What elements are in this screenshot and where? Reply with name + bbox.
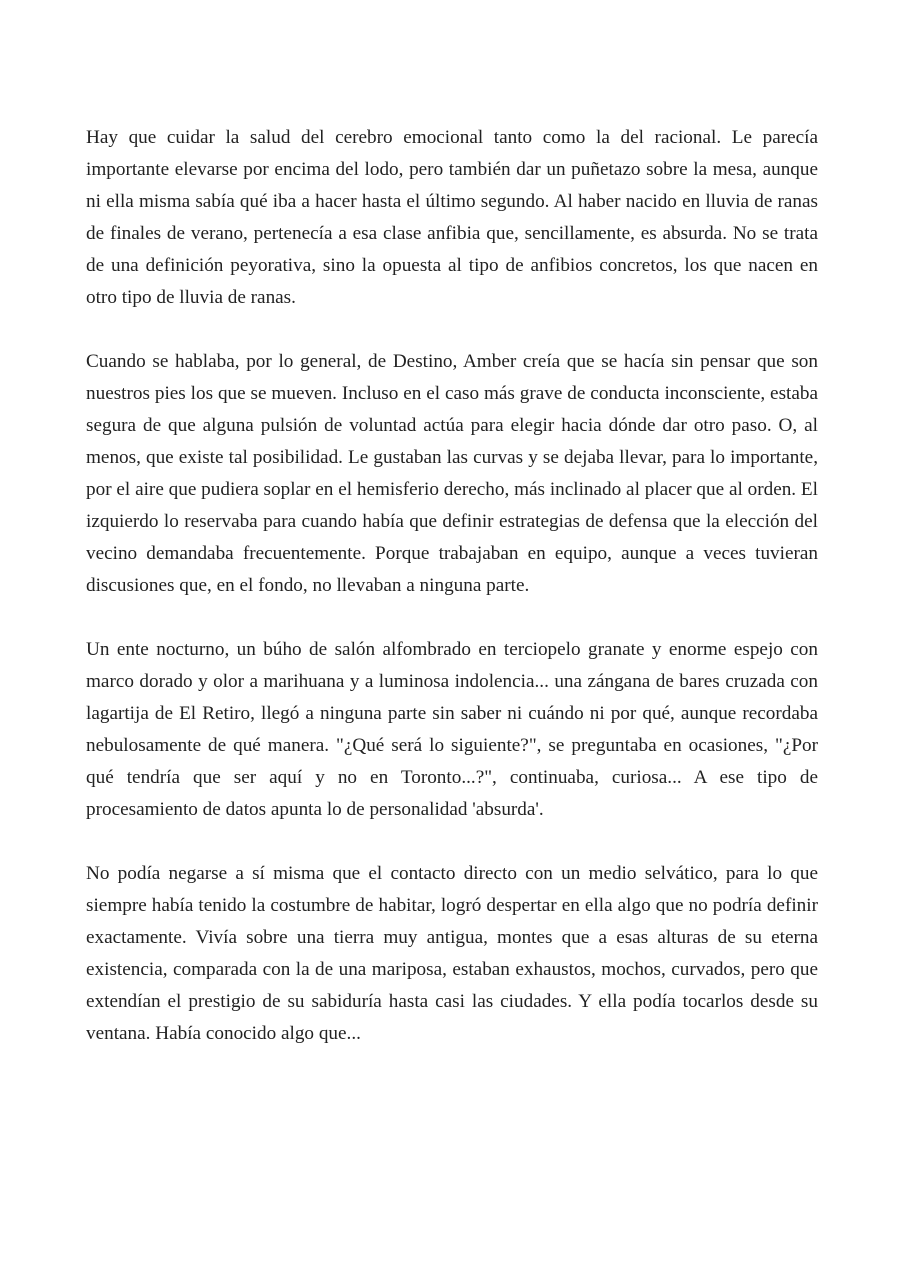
paragraph: Un ente nocturno, un búho de salón alfombrado en terciopelo granate y enorme espejo con marco dorado y olor a marihuana y a luminosa indolencia... una zángana de bares cruzada con lagartija de El Retiro, llegó a ninguna parte sin saber ni cuándo ni por qué, aunque recordaba nebulosamente de qué manera. "¿Qué será lo siguiente?", se preguntaba en ocasiones, "¿Por qué tendría que ser aquí y no en Toronto...?", continuaba, curiosa... A ese tipo de procesamiento de datos apunta lo de personalidad 'absurda'.: [86, 639, 818, 820]
paragraph: Cuando se hablaba, por lo general, de Destino, Amber creía que se hacía sin pensar que son nuestros pies los que se mueven. Incluso en el caso más grave de conducta inconsciente, estaba segura de que alguna pulsión de voluntad actúa para elegir hacia dónde dar otro paso. O, al menos, que existe tal posibilidad. Le gustaban las curvas y se dejaba llevar, para lo importante, por el aire que pudiera soplar en el hemisferio derecho, más inclinado al placer que al orden. El izquierdo lo reservaba para cuando había que definir estrategias de defensa que la elección del vecino demandaba frecuentemente. Porque trabajaban en equipo, aunque a veces tuvieran discusiones que, en el fondo, no llevaban a ninguna parte.: [86, 351, 818, 596]
document-body: [86, 122, 818, 1082]
paragraph: No podía negarse a sí misma que el contacto directo con un medio selvático, para lo que siempre había tenido la costumbre de habitar, logró despertar en ella algo que no podría definir exactamente. Vivía sobre una tierra muy antigua, montes que a esas alturas de su eterna existencia, comparada con la de una mariposa, estaban exhaustos, mochos, curvados, pero que extendían el prestigio de su sabiduría hasta casi las ciudades. Y ella podía tocarlos desde su ventana. Había conocido algo que...: [86, 863, 818, 1044]
paragraph: Hay que cuidar la salud del cerebro emocional tanto como la del racional. Le parecía importante elevarse por encima del lodo, pero también dar un puñetazo sobre la mesa, aunque ni ella misma sabía qué iba a hacer hasta el último segundo. Al haber nacido en lluvia de ranas de finales de verano, pertenecía a esa clase anfibia que, sencillamente, es absurda. No se trata de una definición peyorativa, sino la opuesta al tipo de anfibios concretos, los que nacen en otro tipo de lluvia de ranas.: [86, 127, 818, 308]
